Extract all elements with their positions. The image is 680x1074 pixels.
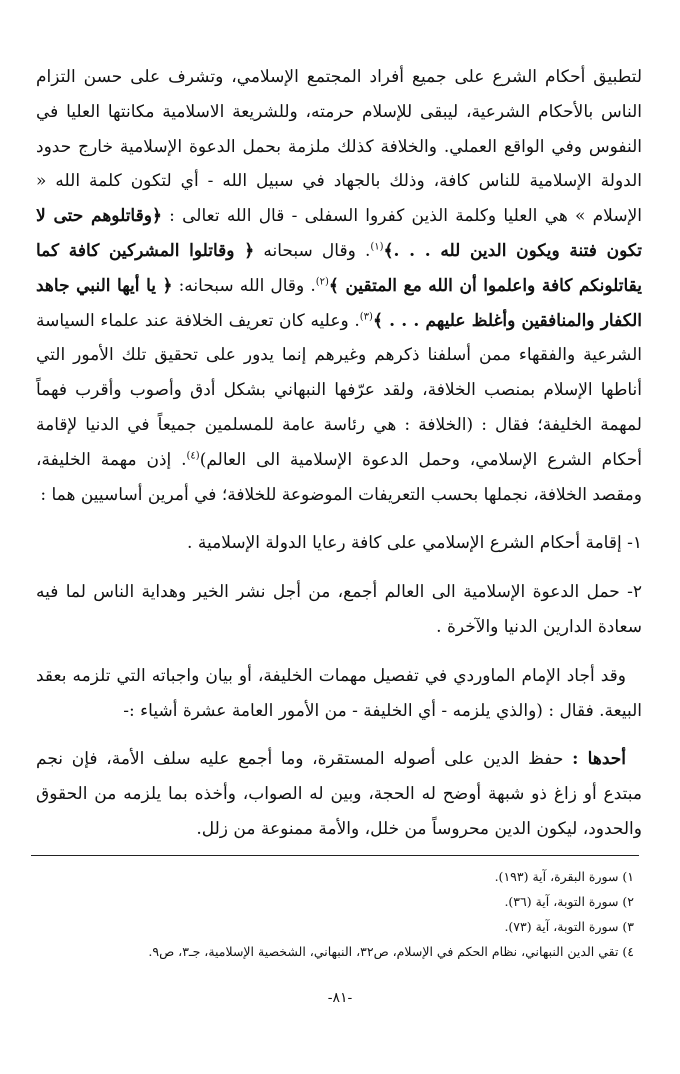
text-run: حفظ الدين على أصوله المستقرة، وما أجمع عليه سلف الأمة، فإن نجم مبتدع أو زاغ ذو شبهة أوضح له الحجة، وبين له الصواب، وأخذه بما يلزمه من الحقوق والحدود، ليكون الدين محروساً من خلل، والأمة ممنوعة من زلل. bbox=[36, 749, 642, 839]
footnote-ref: (٤) bbox=[186, 450, 200, 462]
quran-verse: ﴿ يا أيها النبي جاهد الكفار والمنافقين وأغلظ عليهم . . . ﴾ bbox=[36, 275, 642, 331]
paragraph-3 bbox=[36, 742, 642, 846]
footnote-ref: (٣) bbox=[359, 310, 373, 322]
text-run: . إذن مهمة الخليفة، ومقصد الخلافة، نجملها بحسب التعريفات الموضوعة للخلافة؛ في أمرين أساسيين هما : bbox=[36, 449, 642, 505]
footnote-divider bbox=[31, 855, 639, 856]
footnote-1: ١) سورة البقرة، آية (١٩٣). bbox=[494, 869, 634, 884]
main-text bbox=[36, 60, 642, 847]
text-run: . وعليه كان تعريف الخلافة عند علماء السياسة الشرعية والفقهاء ممن أسلفنا ذكرهم وغيرهم إنما يدور على تحقيق تلك الأمور التي أناطها الإسلام بمنصب الخلافة، ولقد عرّفها النبهاني بشكل أدق وأصوب وأقرب فهماً لمهمة الخليفة؛ فقال : (الخلافة : هي رئاسة عامة للمسلمين جميعاً في الدنيا لإقامة أحكام الشرع الإسلامي، وحمل الدعوة الإسلامية الى العالم) bbox=[36, 310, 642, 470]
footnote-4: ٤) تقي الدين النبهاني، نظام الحكم في الإسلام، ص٣٢، النبهاني، الشخصية الإسلامية، جـ٣، ص٩. bbox=[148, 944, 634, 959]
footnote-3: ٣) سورة التوبة، آية (٧٣). bbox=[504, 919, 634, 934]
item-lead: أحدها : bbox=[572, 749, 626, 770]
footnotes bbox=[36, 864, 634, 964]
page-number: -٨١- bbox=[327, 990, 353, 1006]
paragraph-1 bbox=[36, 60, 642, 512]
text-run: . وقال سبحانه bbox=[263, 240, 371, 261]
list-item-1: ١- إقامة أحكام الشرع الإسلامي على كافة رعايا الدولة الإسلامية . bbox=[187, 533, 642, 554]
paragraph-2: وقد أجاد الإمام الماوردي في تفصيل مهمات الخليفة، أو بيان واجباته التي تلزمه بعقد البيعة. فقال : (والذي يلزمه - أي الخليفة - من الأمور العامة عشرة أشياء :- bbox=[36, 665, 642, 721]
list-item-2: ٢- حمل الدعوة الإسلامية الى العالم أجمع، من أجل نشر الخير وهداية الناس لما فيه سعادة الدارين الدنيا والآخرة . bbox=[36, 582, 642, 637]
footnote-ref: (١) bbox=[370, 241, 384, 253]
footnote-ref: (٢) bbox=[315, 276, 329, 288]
quran-verse: ﴿ وقاتلوا المشركين كافة كما يقاتلونكم كافة واعلموا أن الله مع المتقين ﴾ bbox=[36, 240, 642, 296]
text-run: لتطبيق أحكام الشرع على جميع أفراد المجتمع الإسلامي، وتشرف على حسن التزام الناس بالأحكام الشرعية، ليبقى للإسلام حرمته، وللشريعة الاسلامية مكانتها العليا في النفوس وفي الواقع العملي. والخلافة كذلك ملزمة بحمل الدعوة الإسلامية خارج حدود الدولة الإسلامية للناس كافة، وذلك بالجهاد في سبيل الله - أي لتكون كلمة الله « الإسلام » هي العليا وكلمة الذين كفروا السفلى - قال الله تعالى : bbox=[36, 67, 642, 227]
text-run: . وقال الله سبحانه: bbox=[178, 275, 316, 296]
quran-verse: ﴿وقاتلوهم حتى لا تكون فتنة ويكون الدين لله . . .﴾ bbox=[36, 206, 643, 261]
footnote-2: ٢) سورة التوبة، آية (٣٦). bbox=[504, 894, 634, 909]
